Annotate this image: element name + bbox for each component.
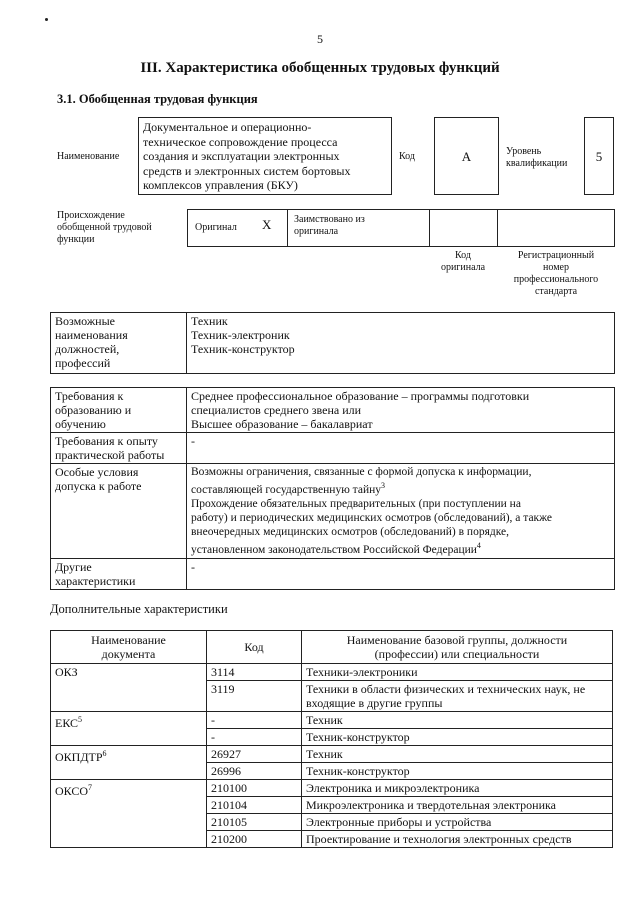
- label-line: обучению: [55, 417, 106, 431]
- level-value: 5: [584, 117, 614, 195]
- header-cell: Код: [207, 631, 302, 664]
- table-row: [51, 664, 613, 681]
- label-line: наименования: [55, 328, 128, 342]
- origin-box: [187, 209, 615, 247]
- label-line: практической работы: [55, 448, 165, 462]
- name-line: Документальное и операционно-: [143, 120, 312, 134]
- value-line: Прохождение обязательных предварительных (при поступлении на: [191, 497, 521, 510]
- code-cell: -: [207, 729, 302, 746]
- value-line: [191, 539, 610, 557]
- doc-cell: ОКЗ: [51, 664, 207, 712]
- value-line: Высшее образование – бакалавриат: [191, 417, 373, 431]
- table-row: [51, 388, 615, 433]
- code-label: Код: [399, 151, 415, 162]
- doc-cell: [51, 712, 207, 746]
- positions-label: [51, 313, 187, 374]
- origin-label-line: функции: [57, 234, 95, 245]
- section-title: III. Характеристика обобщенных трудовых функций: [140, 60, 500, 76]
- specialty-cell: Техник: [302, 712, 613, 729]
- requirement-label: [51, 433, 187, 464]
- label-line: Особые условия: [55, 465, 139, 479]
- caption-line: Код: [455, 250, 471, 261]
- label-line: должностей,: [55, 342, 120, 356]
- label-line: характеристики: [55, 573, 136, 588]
- name-line: средств и электронных систем бортовых: [143, 163, 351, 178]
- scan-dot: [45, 18, 48, 21]
- borrowed-line: Заимствовано из: [294, 214, 365, 225]
- original-mark: X: [262, 217, 272, 232]
- positions-values: [187, 313, 615, 374]
- footnote-ref: 3: [381, 481, 386, 490]
- original-label: Оригинал: [195, 222, 237, 233]
- code-original-caption: [430, 250, 496, 274]
- caption-line: номер: [543, 262, 569, 273]
- code-cell: 3119: [207, 681, 302, 712]
- header-cell: Наименование документа: [51, 631, 207, 664]
- footnote-ref: 6: [102, 749, 107, 758]
- origin-label-line: Происхождение: [57, 210, 125, 221]
- table-header: [51, 631, 613, 664]
- borrowed-cell: [288, 210, 430, 246]
- label-line: образованию и: [55, 403, 132, 417]
- table-row: [51, 780, 613, 797]
- position-item: Техник-конструктор: [191, 342, 295, 356]
- additional-table: [50, 630, 613, 848]
- code-cell: 26927: [207, 746, 302, 763]
- requirement-value: [187, 433, 615, 464]
- level-label-line: Уровень: [506, 146, 542, 157]
- footnote-ref: 5: [78, 715, 83, 724]
- table-row: [51, 464, 615, 559]
- name-label: Наименование: [57, 151, 120, 162]
- specialty-cell: Техник-конструктор: [302, 763, 613, 780]
- label-line: Требования к опыту: [55, 434, 158, 448]
- caption-line: профессионального: [513, 274, 599, 285]
- value-text: установленном законодательством Российской Федерации: [191, 543, 477, 556]
- code-cell: 210100: [207, 780, 302, 797]
- name-line: комплексов управления (БКУ): [143, 178, 298, 192]
- table-row: [51, 712, 613, 729]
- caption-line: стандарта: [534, 286, 578, 297]
- origin-label-line: обобщенной трудовой: [57, 222, 152, 233]
- borrowed-line: оригинала: [294, 226, 339, 237]
- original-cell: [188, 210, 288, 246]
- subsection-title: 3.1. Обобщенная трудовая функция: [57, 92, 258, 106]
- origin-label: [57, 210, 152, 246]
- additional-title: Дополнительные характеристики: [50, 602, 228, 616]
- specialty-cell: Электронные приборы и устройства: [302, 814, 613, 831]
- label-line: Возможные: [55, 314, 115, 328]
- requirement-value: [187, 388, 615, 433]
- label-line: Другие: [55, 559, 92, 574]
- table-row: [51, 433, 615, 464]
- specialty-cell: Техники-электроники: [302, 664, 613, 681]
- doc-cell: [51, 780, 207, 848]
- table-row: [51, 558, 615, 589]
- code-cell: 210105: [207, 814, 302, 831]
- reg-number-caption: [498, 250, 614, 298]
- value-line: работу) и периодических медицинских осмотров (обследований), а также: [191, 511, 553, 524]
- table-row: [51, 746, 613, 763]
- requirement-label: [51, 388, 187, 433]
- specialty-cell: Техники в области физических и технических наук, не входящие в другие группы: [302, 681, 613, 712]
- value-line: Возможны ограничения, связанные с формой допуска к информации,: [191, 466, 532, 478]
- requirement-value: [187, 558, 615, 589]
- value-line: [191, 479, 610, 497]
- reg-number-cell: [498, 210, 614, 246]
- specialty-cell: Электроника и микроэлектроника: [302, 780, 613, 797]
- caption-line: Регистрационный: [517, 250, 595, 261]
- level-label-line: квалификации: [506, 158, 568, 169]
- value-line: внеочередных медицинских осмотров (обследований) в порядке,: [191, 525, 510, 538]
- code-cell: 26996: [207, 763, 302, 780]
- position-item: Техник-электроник: [191, 328, 290, 342]
- value-line: Среднее профессиональное образование – программы подготовки: [191, 389, 530, 403]
- specialty-cell: Техник: [302, 746, 613, 763]
- value-line: специалистов среднего звена или: [191, 403, 362, 417]
- specialty-cell: Техник-конструктор: [302, 729, 613, 746]
- value-text: составляющей государственную тайну: [191, 483, 382, 496]
- requirement-value: [187, 464, 615, 559]
- label-line: Требования к: [55, 389, 124, 403]
- code-cell: 210104: [207, 797, 302, 814]
- specialty-cell: Проектирование и технология электронных средств: [302, 831, 613, 848]
- code-cell: -: [207, 712, 302, 729]
- positions-table: [50, 312, 615, 374]
- requirement-label: [51, 464, 187, 559]
- footnote-ref: 4: [476, 540, 481, 550]
- doc-text: ЕКС: [55, 716, 79, 730]
- value-line: -: [191, 434, 195, 448]
- caption-line: оригинала: [440, 262, 486, 273]
- requirements-table: [50, 387, 615, 590]
- label-line: профессий: [55, 356, 111, 370]
- level-label: [506, 146, 567, 170]
- page-number: 5: [317, 32, 323, 46]
- specialty-cell: Микроэлектроника и твердотельная электроника: [302, 797, 613, 814]
- footnote-ref: 7: [88, 783, 93, 792]
- requirement-label: [51, 558, 187, 589]
- name-line: создания и эксплуатации электронных: [143, 149, 340, 163]
- code-value: А: [434, 117, 499, 195]
- code-cell: 210200: [207, 831, 302, 848]
- name-value: [138, 117, 392, 195]
- doc-text: ОКПДТР: [55, 750, 103, 764]
- doc-cell: [51, 746, 207, 780]
- doc-text: ОКСО: [55, 784, 89, 798]
- code-cell: 3114: [207, 664, 302, 681]
- label-line: допуска к работе: [55, 479, 142, 493]
- value-line: -: [191, 559, 195, 574]
- position-item: Техник: [191, 314, 228, 328]
- code-original-cell: [430, 210, 498, 246]
- header-cell: Наименование базовой группы, должности (профессии) или специальности: [302, 631, 613, 664]
- name-line: техническое сопровождение процесса: [143, 134, 338, 149]
